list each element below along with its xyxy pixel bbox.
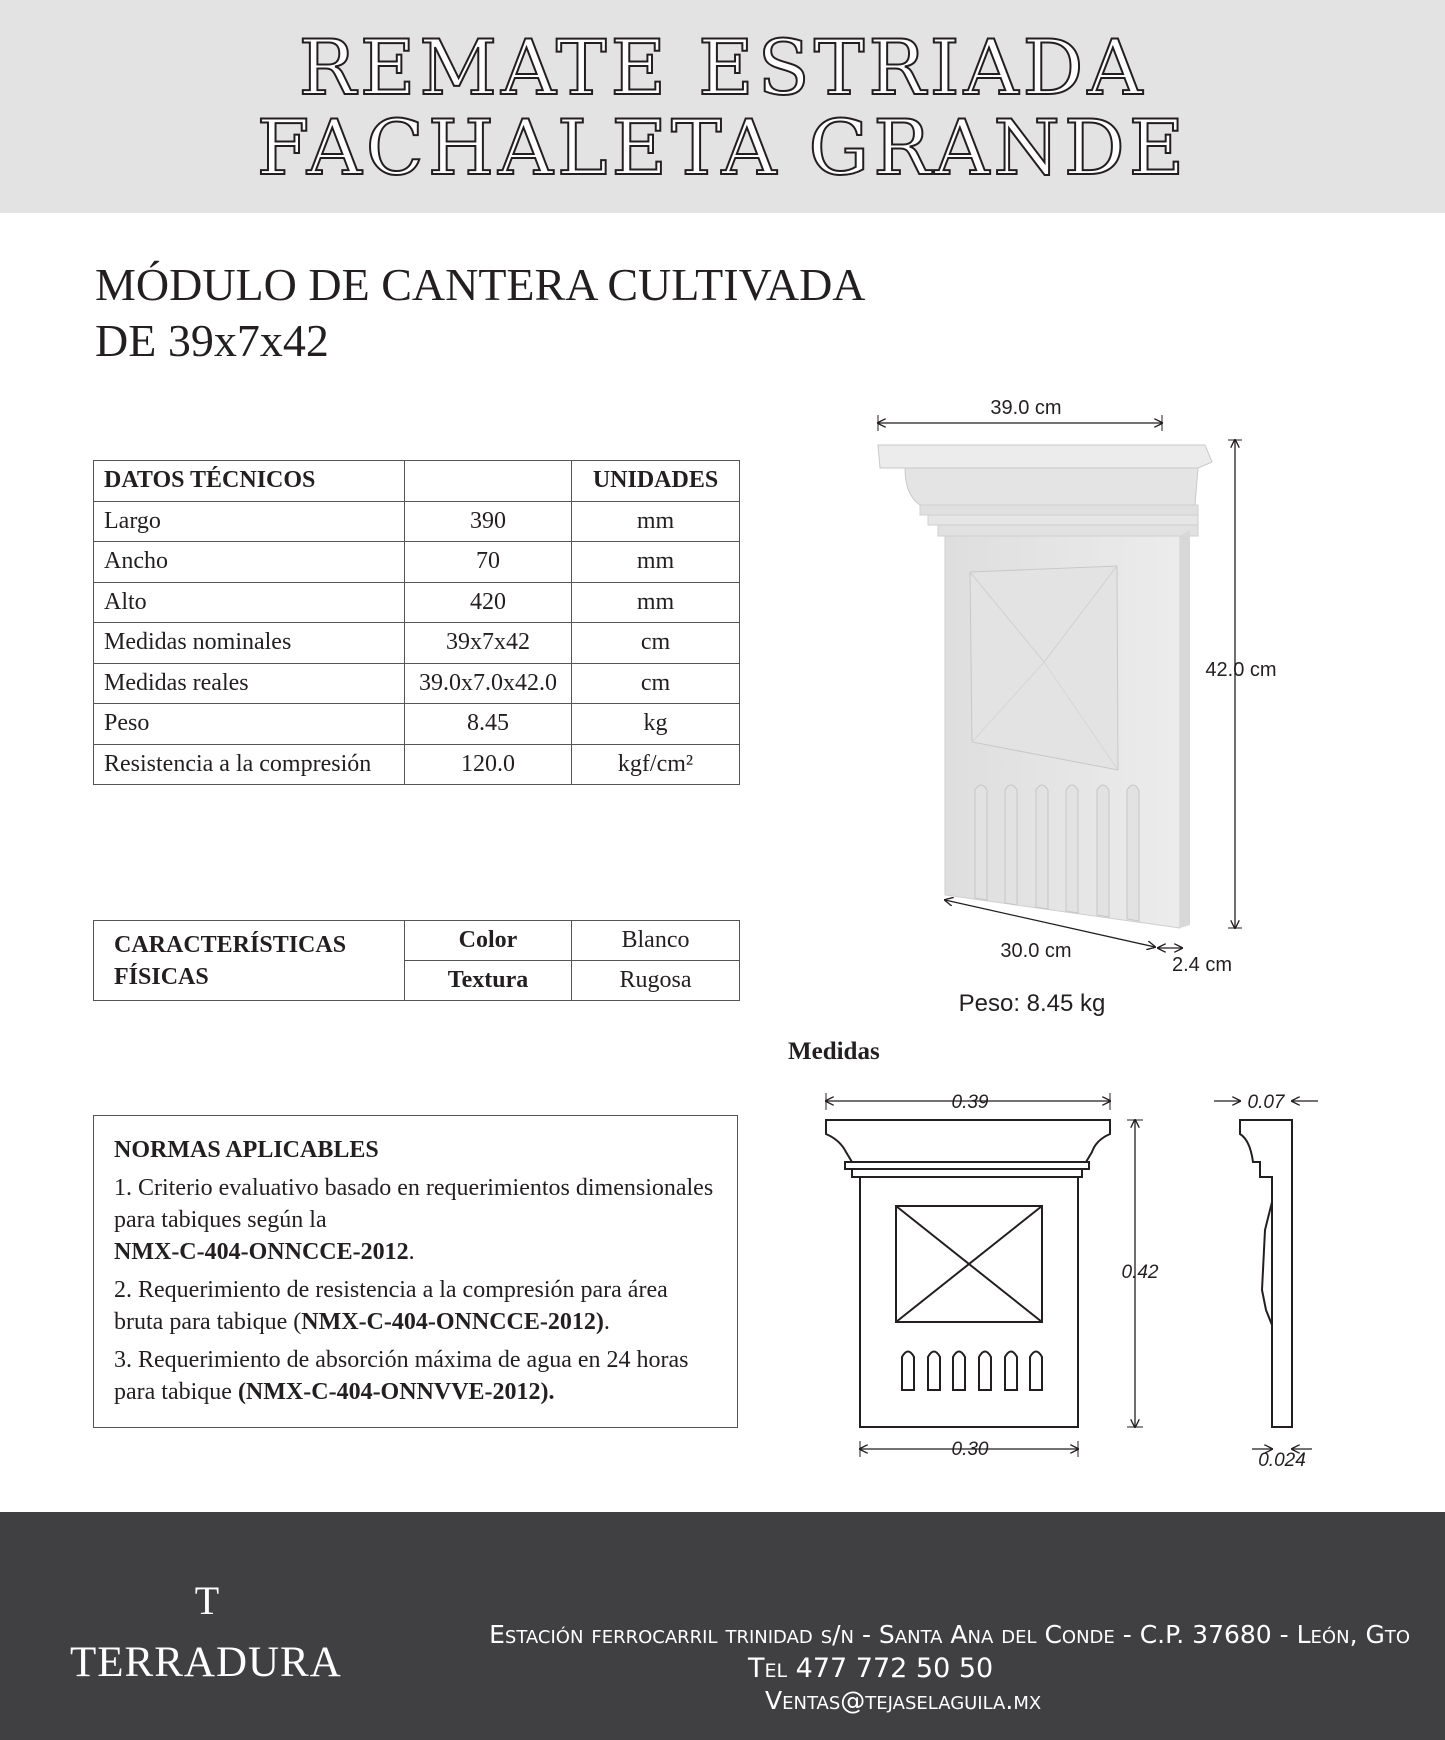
row-value: 420 xyxy=(405,582,572,623)
norma-2-end: . xyxy=(603,1309,610,1335)
row-value: 120.0 xyxy=(405,744,572,785)
norma-3-text: 3. Requerimiento de absorción máxima de agua en 24 horas para tabique xyxy=(114,1347,689,1405)
brand-name: TERRADURA xyxy=(70,1639,342,1686)
product-photo xyxy=(878,445,1212,928)
row-value: 39.0x7.0x42.0 xyxy=(405,663,572,704)
row-name: Ancho xyxy=(94,542,405,583)
medidas-side-base-label: 0.024 xyxy=(1258,1450,1306,1471)
photo-base-label: 30.0 cm xyxy=(1000,940,1072,962)
norma-3-code: (NMX-C-404-ONNVVE-2012). xyxy=(237,1379,555,1405)
photo-weight-label: Peso: 8.45 kg xyxy=(958,990,1106,1017)
row-name: Textura xyxy=(405,961,572,1001)
row-name: Largo xyxy=(94,501,405,542)
header-cell-name: DATOS TÉCNICOS xyxy=(94,461,405,502)
row-name: Resistencia a la compresión xyxy=(94,744,405,785)
photo-height-label: 42.0 cm xyxy=(1205,659,1277,681)
row-unit: kgf/cm² xyxy=(572,744,740,785)
row-unit: kg xyxy=(572,704,740,745)
row-value: 39x7x42 xyxy=(405,623,572,664)
side-elevation-drawing xyxy=(1240,1120,1292,1427)
footer-phone[interactable]: Tel 477 772 50 50 xyxy=(748,1653,994,1684)
normas-title: NORMAS APLICABLES xyxy=(114,1137,379,1163)
row-unit: cm xyxy=(572,623,740,664)
medidas-top-width-label: 0.39 xyxy=(951,1092,989,1113)
row-name: Color xyxy=(405,921,572,961)
row-unit: mm xyxy=(572,582,740,623)
row-value: Blanco xyxy=(572,921,740,961)
physical-label-line1: CARACTERÍSTICAS xyxy=(114,931,347,958)
row-value: 390 xyxy=(405,501,572,542)
header-cell-unit: UNIDADES xyxy=(572,461,740,502)
medidas-height-label: 0.42 xyxy=(1121,1262,1159,1283)
row-name: Medidas reales xyxy=(94,663,405,704)
medidas-heading: Medidas xyxy=(788,1038,880,1065)
front-elevation-drawing xyxy=(826,1120,1110,1427)
norma-1-text: 1. Criterio evaluativo basado en requerimientos dimensionales para tabiques según la xyxy=(114,1175,714,1233)
row-name: Medidas nominales xyxy=(94,623,405,664)
product-subtitle-line2: DE 39x7x42 xyxy=(95,315,329,366)
row-unit: cm xyxy=(572,663,740,704)
page-title-line1: REMATE ESTRIADA xyxy=(298,23,1147,112)
norma-2-code: NMX-C-404-ONNCCE-2012) xyxy=(301,1309,604,1335)
row-name: Peso xyxy=(94,704,405,745)
norma-1-code: NMX-C-404-ONNCCE-2012 xyxy=(114,1239,409,1265)
norma-2-text: 2. Requerimiento de resistencia a la compresión para área bruta para tabique ( xyxy=(114,1277,668,1335)
medidas-base-width-label: 0.30 xyxy=(951,1439,989,1460)
row-unit: mm xyxy=(572,542,740,583)
photo-width-label: 39.0 cm xyxy=(990,397,1062,419)
logo-letter: T xyxy=(194,1578,220,1623)
footer-email[interactable]: Ventas@tejaselaguila.mx xyxy=(765,1686,1042,1715)
norma-1-end: . xyxy=(408,1239,415,1265)
row-name: Alto xyxy=(94,582,405,623)
medidas-side-top-label: 0.07 xyxy=(1247,1092,1285,1113)
footer-address: Estación ferrocarril trinidad s/n - Santa Ana del Conde - C.P. 37680 - León, Gto xyxy=(489,1620,1410,1649)
physical-label-line2: FÍSICAS xyxy=(114,963,209,990)
photo-depth-label: 2.4 cm xyxy=(1171,954,1233,976)
product-subtitle-line1: MÓDULO DE CANTERA CULTIVADA xyxy=(95,259,866,310)
row-value: Rugosa xyxy=(572,961,740,1001)
row-unit: mm xyxy=(572,501,740,542)
page-title-line2: FACHALETA GRANDE xyxy=(256,103,1189,192)
row-value: 70 xyxy=(405,542,572,583)
row-value: 8.45 xyxy=(405,704,572,745)
